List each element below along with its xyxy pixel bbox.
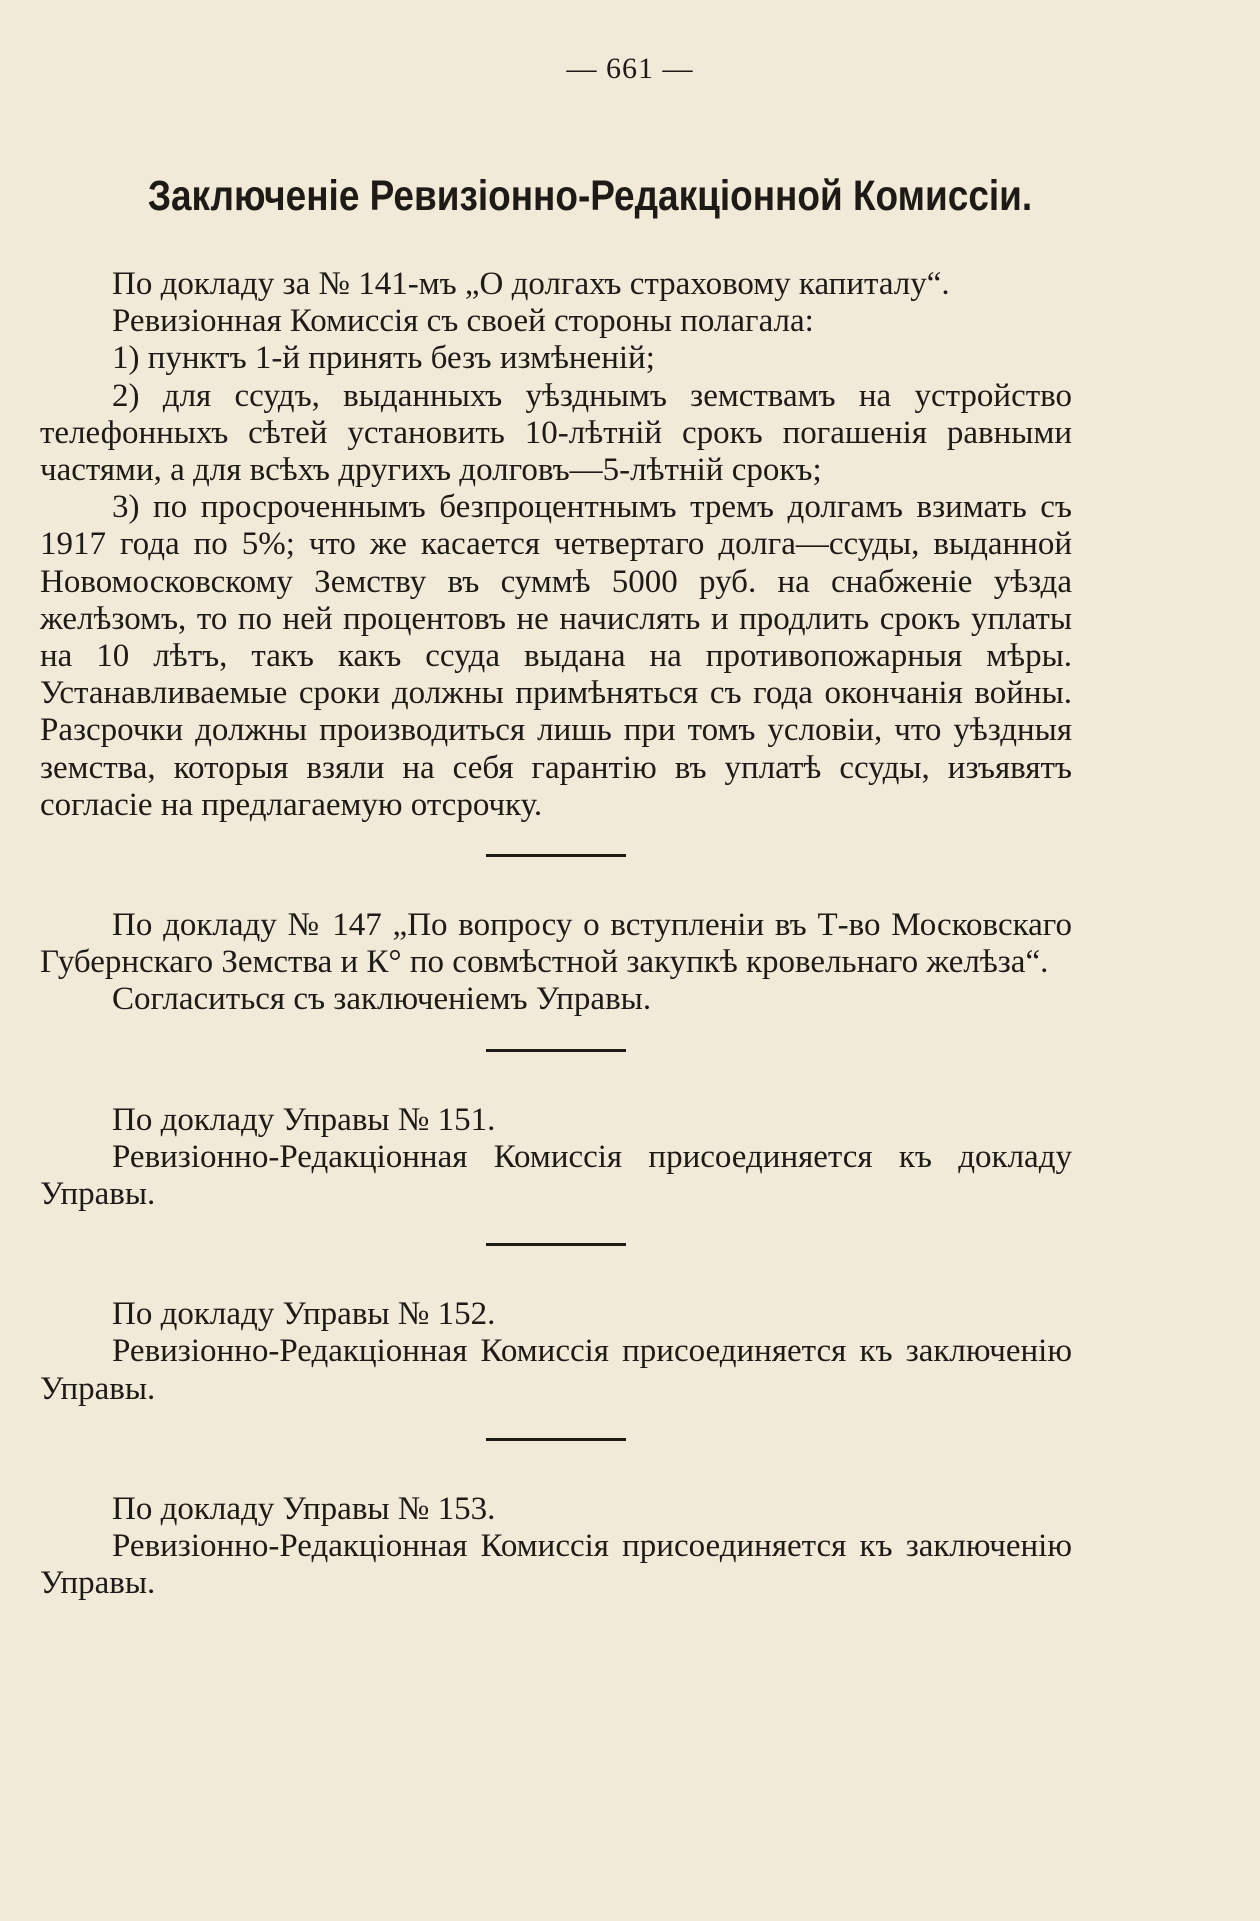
paragraph: По докладу Управы № 152.: [112, 1296, 496, 1333]
paragraph: По докладу Управы № 151.: [112, 1101, 496, 1138]
page-title: Заключенiе Ревизiонно-Редакцiонной Комиссiи.: [147, 172, 1033, 220]
paragraph: По докладу Управы № 153.: [112, 1490, 496, 1527]
section-divider: [486, 1438, 626, 1441]
section-divider: [486, 1243, 626, 1246]
paragraph: 2) для ссудъ, выданныхъ уѣзднымъ земствамъ на устройство телефонныхъ сѣтей установить 10-лѣтнiй срокъ погашенiя равными частями, а для всѣхъ другихъ долговъ—5-лѣтнiй срокъ;: [40, 377, 1072, 489]
paragraph: 3) по просроченнымъ безпроцентнымъ тремъ долгамъ взимать съ 1917 года по 5%; что же касается четвертаго долга—ссуды, выданной Новомосковскому Земству въ суммѣ 5000 руб. на снабженiе уѣзда желѣзомъ, то по ней процентовъ не начислять и продлить срокъ уплаты на 10 лѣтъ, такъ какъ ссуда выдана на противопожарныя мѣры. Устанавливаемые сроки должны примѣняться съ года окончанiя войны. Разсрочки должны производиться лишь при томъ условiи, что уѣздныя земства, которыя взяли на себя гарантiю въ уплатѣ ссуды, изъявятъ согласiе на предлагаемую отсрочку.: [40, 489, 1072, 823]
section-divider: [486, 854, 626, 857]
body-text: [40, 266, 1072, 1602]
section-report-147: [40, 907, 1072, 1019]
section-report-152: [40, 1296, 1072, 1408]
section-divider: [486, 1049, 626, 1052]
paragraph: Ревизiонно-Редакцiонная Комиссiя присоединяется къ заключенiю Управы.: [40, 1528, 1072, 1602]
page-number: — 661 —: [566, 52, 694, 85]
paragraph: По докладу за № 141-мъ „О долгахъ страховому капиталу“.: [112, 266, 950, 302]
section-report-141: [40, 266, 1072, 824]
paragraph: Ревизiонно-Редакцiонная Комиссiя присоединяется къ заключенiю Управы.: [40, 1333, 1072, 1407]
section-report-151: [40, 1102, 1072, 1214]
paragraph: 1) пунктъ 1-й принять безъ измѣненiй;: [112, 340, 655, 377]
paragraph: По докладу № 147 „По вопросу о вступленiи въ Т-во Московскаго Губернскаго Земства и К° по совмѣстной закупкѣ кровельнаго желѣза“.: [40, 907, 1072, 981]
paragraph: Ревизiонно-Редакцiонная Комиссiя присоединяется къ докладу Управы.: [40, 1138, 1072, 1213]
paragraph: Согласиться съ заключенiемъ Управы.: [112, 981, 652, 1018]
section-report-153: [40, 1491, 1072, 1603]
paragraph: Ревизiонная Комиссiя съ своей стороны полагала:: [112, 303, 814, 340]
